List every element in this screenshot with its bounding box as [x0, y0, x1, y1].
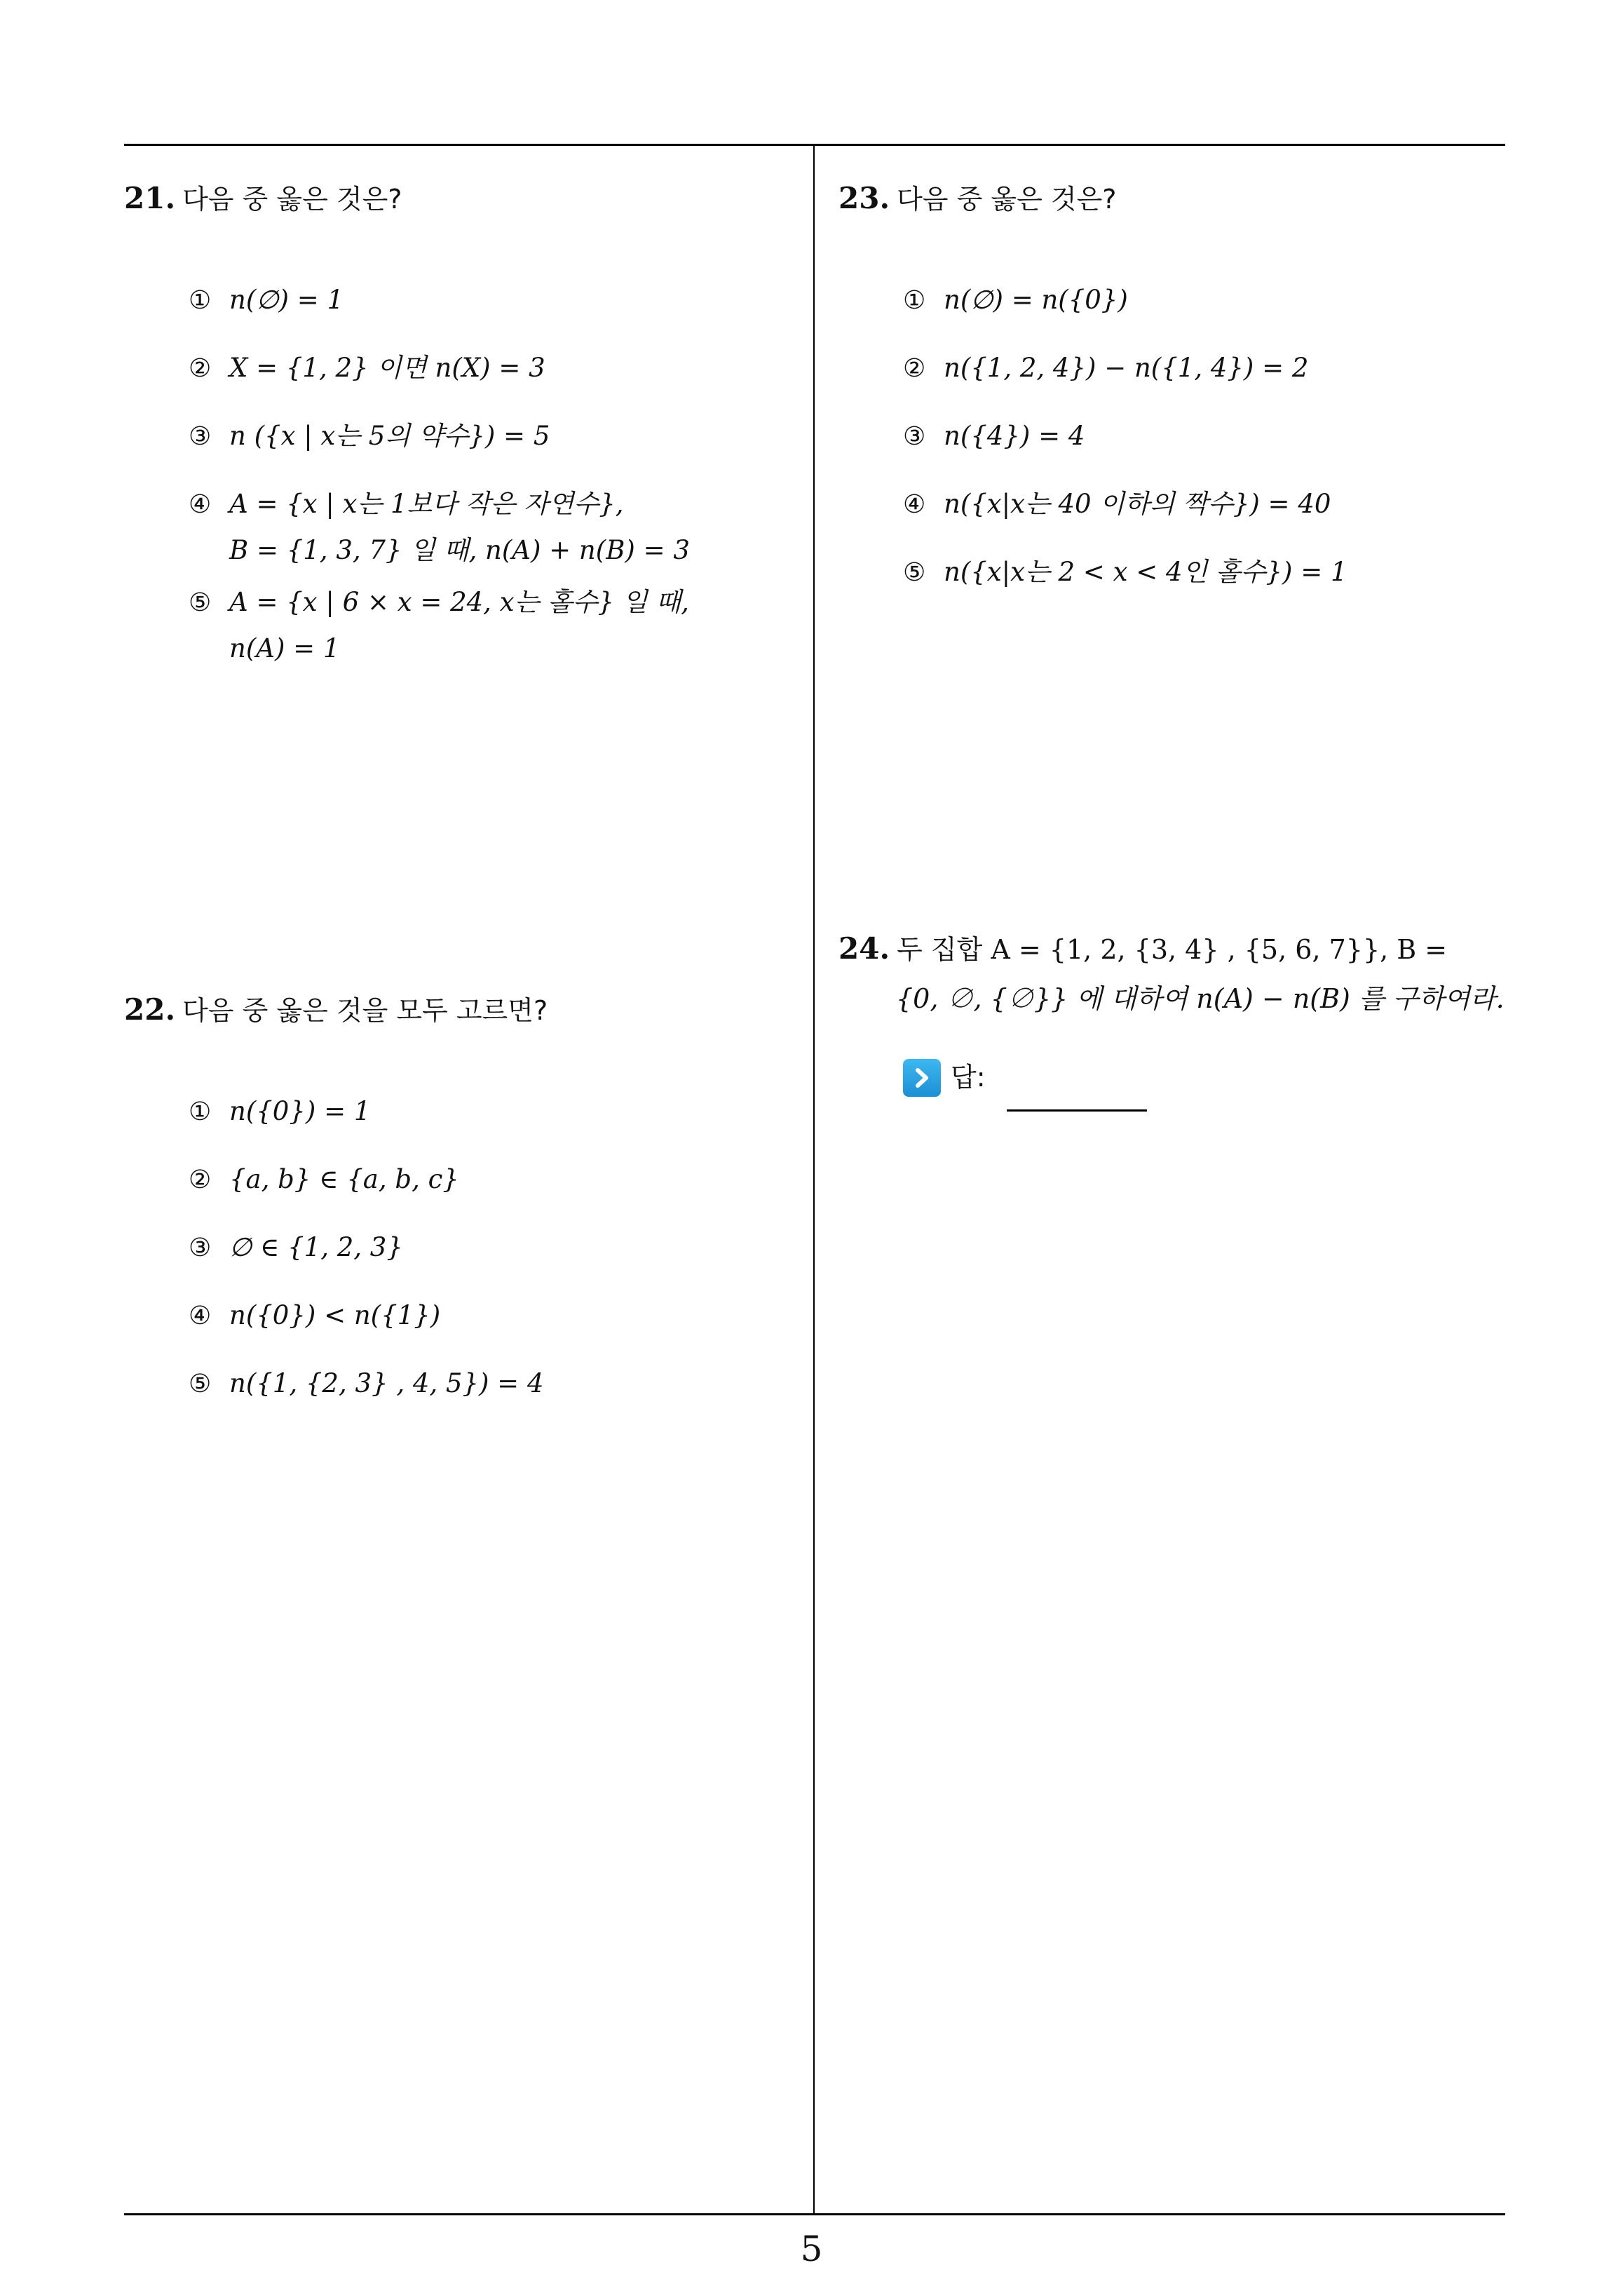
- choice-text: ∅ ∈ {1, 2, 3}: [229, 1232, 403, 1262]
- choice-text: n({0}) = 1: [229, 1096, 371, 1126]
- choice-2[interactable]: [189, 1156, 459, 1203]
- question-line-1: [838, 924, 1540, 974]
- question-title: [124, 990, 797, 1030]
- question-title: [838, 179, 1505, 219]
- choice-mark: ②: [189, 354, 212, 383]
- question-24: [838, 924, 1512, 1051]
- question-prompt: 다음 중 옳은 것은?: [182, 184, 402, 215]
- question-title: [124, 179, 797, 219]
- page-number: 5: [800, 2229, 823, 2269]
- bottom-rule: [124, 2213, 1505, 2215]
- choice-mark: ③: [189, 1234, 212, 1262]
- choice-text: X = {1, 2} 이면 n(X) = 3: [229, 353, 545, 383]
- top-rule: [124, 144, 1505, 146]
- column-divider: [813, 145, 815, 2214]
- choice-mark: ④: [903, 490, 926, 519]
- choice-mark: ③: [189, 422, 212, 451]
- choice-2[interactable]: [903, 345, 1308, 392]
- choice-text: n({x|x는 40 이하의 짝수}) = 40: [944, 489, 1331, 519]
- question-body: [838, 924, 1540, 1023]
- choice-1[interactable]: [189, 277, 344, 324]
- question-prompt: 다음 중 옳은 것을 모두 고르면?: [182, 995, 548, 1026]
- choice-3[interactable]: [189, 1224, 403, 1271]
- choice-text: A = {x | x는 1보다 작은 자연수},: [229, 489, 624, 519]
- answer-label: 답:: [951, 1062, 986, 1093]
- choice-mark: ③: [903, 422, 926, 451]
- choice-2[interactable]: [189, 345, 545, 392]
- choice-mark: ⑤: [189, 1370, 212, 1398]
- question-number: 23.: [838, 181, 890, 215]
- choice-mark: ①: [903, 286, 926, 315]
- choice-4-line2: B = {1, 3, 7} 일 때, n(A) + n(B) = 3: [229, 535, 690, 565]
- choice-text: n(∅) = 1: [229, 285, 344, 315]
- choice-mark: ④: [189, 1302, 212, 1330]
- choice-mark: ⑤: [903, 558, 926, 587]
- choice-1[interactable]: [189, 1088, 370, 1135]
- answer-blank[interactable]: [1007, 1059, 1147, 1112]
- question-21: [124, 179, 797, 684]
- choice-5[interactable]: [903, 549, 1347, 596]
- choice-text: n(∅) = n({0}): [944, 285, 1128, 315]
- choice-text: n ({x | x는 5의 약수}) = 5: [229, 421, 550, 451]
- question-text-line-2: {0, ∅, {∅}} 에 대하여 n(A) − n(B) 를 구하여라.: [896, 983, 1505, 1014]
- choice-mark: ①: [189, 1098, 212, 1126]
- answer-row: [903, 1059, 1147, 1101]
- choice-text: A = {x | 6 × x = 24, x는 홀수} 일 때,: [229, 587, 689, 617]
- choice-text: n({x|x는 2 < x < 4인 홀수}) = 1: [944, 557, 1347, 587]
- choice-mark: ②: [903, 354, 926, 383]
- choice-text: n({1, 2, 4}) − n({1, 4}) = 2: [944, 353, 1309, 383]
- question-23: [838, 179, 1505, 614]
- choice-mark: ⑤: [189, 588, 212, 617]
- choice-text: n({4}) = 4: [944, 421, 1085, 451]
- choice-5-line2: n(A) = 1: [229, 633, 340, 663]
- choice-text: n({0}) < n({1}): [229, 1300, 441, 1330]
- choice-3[interactable]: [903, 413, 1085, 460]
- choice-4[interactable]: [189, 1292, 440, 1339]
- question-prompt: 다음 중 옳은 것은?: [897, 184, 1117, 215]
- question-text-line-1: 두 집합 A = {1, 2, {3, 4} , {5, 6, 7}}, B =: [897, 934, 1448, 965]
- choice-mark: ④: [189, 490, 212, 519]
- choice-3[interactable]: [189, 413, 550, 460]
- choice-4[interactable]: [189, 481, 624, 528]
- choice-text: {a, b} ∈ {a, b, c}: [229, 1164, 459, 1194]
- chevron-right-icon: [903, 1059, 941, 1097]
- question-number: 24.: [838, 931, 890, 966]
- choice-5[interactable]: [189, 579, 689, 626]
- choice-mark: ②: [189, 1166, 212, 1194]
- question-number: 21.: [124, 181, 176, 215]
- question-number: 22.: [124, 992, 176, 1027]
- choice-5[interactable]: [189, 1360, 543, 1407]
- choice-mark: ①: [189, 286, 212, 315]
- choice-4[interactable]: [903, 481, 1331, 528]
- choice-text: n({1, {2, 3} , 4, 5}) = 4: [229, 1368, 544, 1398]
- question-22: [124, 990, 797, 1425]
- choice-1[interactable]: [903, 277, 1128, 324]
